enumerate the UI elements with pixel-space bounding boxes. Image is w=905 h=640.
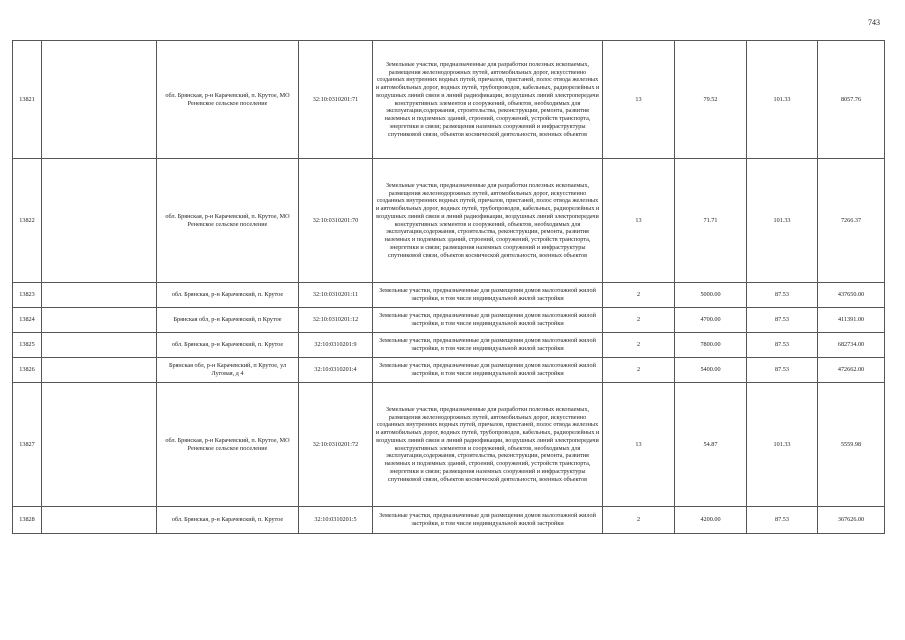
purpose-code-cell: 2 bbox=[603, 358, 675, 383]
rate-cell: 87.53 bbox=[747, 283, 818, 308]
cadastral-number-cell: 32:10:0310201:5 bbox=[299, 507, 373, 534]
cadastral-value-cell: 472662.00 bbox=[818, 358, 885, 383]
table-row bbox=[13, 383, 885, 507]
cadastral-value-cell: 437650.00 bbox=[818, 283, 885, 308]
cadastral-number-cell: 32:10:0310201:11 bbox=[299, 283, 373, 308]
cadastral-number-cell: 32:10:0310201:9 bbox=[299, 333, 373, 358]
row-number: 13827 bbox=[13, 383, 42, 507]
table-row bbox=[13, 507, 885, 534]
empty-cell bbox=[42, 283, 157, 308]
address-cell: обл. Брянская, р-н Карачевский, п. Крутое, МО Реневское сельское поселение bbox=[157, 41, 299, 159]
land-purpose-cell: Земельные участки, предназначенные для размещения домов малоэтажной жилой застройки, в том числе индивидуальной жилой застройки bbox=[373, 333, 603, 358]
row-number: 13823 bbox=[13, 283, 42, 308]
address-cell: Брянская обл, р-н Карачевский, п Крутое, ул Луговая, д 4 bbox=[157, 358, 299, 383]
land-purpose-cell: Земельные участки, предназначенные для разработки полезных ископаемых, размещения железнодорожных путей, автомобильных дорог, искусственно созданных внутренних водных путей, причалов, пристаней, полос отвода железных и автомобильных дорог, водных путей, трубопроводов, кабельных, радиорелейных и воздушных линий связи и линий радиофикации, воздушных линий электропередачи конструктивных элементов и сооружений, объектов, необходимых для эксплуатации,содержания, строительства, реконструкции, ремонта, развития наземных и подземных зданий, строений, сооружений, устройств транспорта, энергетики и связи; размещения наземных сооружений и инфраструктуры спутниковой связи, объектов космической деятельности, военных объектов bbox=[373, 383, 603, 507]
rate-cell: 87.53 bbox=[747, 507, 818, 534]
area-cell: 79.52 bbox=[675, 41, 747, 159]
area-cell: 54.87 bbox=[675, 383, 747, 507]
land-purpose-cell: Земельные участки, предназначенные для разработки полезных ископаемых, размещения железнодорожных путей, автомобильных дорог, искусственно созданных внутренних водных путей, причалов, пристаней, полос отвода железных и автомобильных дорог, водных путей, трубопроводов, кабельных, радиорелейных и воздушных линий связи и линий радиофикации, воздушных линий электропередачи конструктивных элементов и сооружений, объектов, необходимых для эксплуатации,содержания, строительства, реконструкции, ремонта, развития наземных и подземных зданий, строений, сооружений, устройств транспорта, энергетики и связи; размещения наземных сооружений и инфраструктуры спутниковой связи, объектов космической деятельности, военных объектов bbox=[373, 41, 603, 159]
table-row bbox=[13, 333, 885, 358]
land-purpose-cell: Земельные участки, предназначенные для размещения домов малоэтажной жилой застройки, в том числе индивидуальной жилой застройки bbox=[373, 283, 603, 308]
purpose-code-cell: 2 bbox=[603, 333, 675, 358]
land-purpose-cell: Земельные участки, предназначенные для размещения домов малоэтажной жилой застройки, в том числе индивидуальной жилой застройки bbox=[373, 308, 603, 333]
row-number: 13826 bbox=[13, 358, 42, 383]
cadastral-value-cell: 411391.00 bbox=[818, 308, 885, 333]
cadastral-number-cell: 32:10:0310201:4 bbox=[299, 358, 373, 383]
purpose-code-cell: 2 bbox=[603, 308, 675, 333]
area-cell: 7800.00 bbox=[675, 333, 747, 358]
land-purpose-cell: Земельные участки, предназначенные для размещения домов малоэтажной жилой застройки, в том числе индивидуальной жилой застройки bbox=[373, 507, 603, 534]
cadastral-number-cell: 32:10:0310201:71 bbox=[299, 41, 373, 159]
page-number: 743 bbox=[868, 18, 880, 27]
table-row bbox=[13, 41, 885, 159]
address-cell: обл. Брянская, р-н Карачевский, п. Крутое bbox=[157, 333, 299, 358]
rate-cell: 87.53 bbox=[747, 308, 818, 333]
purpose-code-cell: 13 bbox=[603, 41, 675, 159]
area-cell: 4200.00 bbox=[675, 507, 747, 534]
empty-cell bbox=[42, 383, 157, 507]
area-cell: 71.71 bbox=[675, 159, 747, 283]
cadastral-value-cell: 682734.00 bbox=[818, 333, 885, 358]
table-row bbox=[13, 358, 885, 383]
table-row bbox=[13, 159, 885, 283]
row-number: 13822 bbox=[13, 159, 42, 283]
cadastral-value-cell: 7266.37 bbox=[818, 159, 885, 283]
empty-cell bbox=[42, 333, 157, 358]
cadastral-number-cell: 32:10:0310201:70 bbox=[299, 159, 373, 283]
address-cell: обл. Брянская, р-н Карачевский, п. Крутое, МО Реневское сельское поселение bbox=[157, 159, 299, 283]
row-number: 13821 bbox=[13, 41, 42, 159]
table-row bbox=[13, 308, 885, 333]
empty-cell bbox=[42, 308, 157, 333]
purpose-code-cell: 2 bbox=[603, 283, 675, 308]
address-cell: обл. Брянская, р-н Карачевский, п. Крутое, МО Реневское сельское поселение bbox=[157, 383, 299, 507]
rate-cell: 87.53 bbox=[747, 358, 818, 383]
rate-cell: 101.33 bbox=[747, 41, 818, 159]
empty-cell bbox=[42, 159, 157, 283]
area-cell: 5000.00 bbox=[675, 283, 747, 308]
purpose-code-cell: 13 bbox=[603, 383, 675, 507]
row-number: 13824 bbox=[13, 308, 42, 333]
table-row bbox=[13, 283, 885, 308]
row-number: 13828 bbox=[13, 507, 42, 534]
area-cell: 5400.00 bbox=[675, 358, 747, 383]
cadastral-value-cell: 8057.76 bbox=[818, 41, 885, 159]
purpose-code-cell: 13 bbox=[603, 159, 675, 283]
land-purpose-cell: Земельные участки, предназначенные для разработки полезных ископаемых, размещения железнодорожных путей, автомобильных дорог, искусственно созданных внутренних водных путей, причалов, пристаней, полос отвода железных и автомобильных дорог, водных путей, трубопроводов, кабельных, радиорелейных и воздушных линий связи и линий радиофикации, воздушных линий электропередачи конструктивных элементов и сооружений, объектов, необходимых для эксплуатации,содержания, строительства, реконструкции, ремонта, развития наземных и подземных зданий, строений, сооружений, устройств транспорта, энергетики и связи; размещения наземных сооружений и инфраструктуры спутниковой связи, объектов космической деятельности, военных объектов bbox=[373, 159, 603, 283]
cadastral-number-cell: 32:10:0310201:12 bbox=[299, 308, 373, 333]
address-cell: Брянская обл, р-н Карачевский, п Крутое bbox=[157, 308, 299, 333]
cadastral-value-cell: 367626.00 bbox=[818, 507, 885, 534]
cadastral-value-cell: 5559.98 bbox=[818, 383, 885, 507]
cadastral-number-cell: 32:10:0310201:72 bbox=[299, 383, 373, 507]
purpose-code-cell: 2 bbox=[603, 507, 675, 534]
rate-cell: 101.33 bbox=[747, 383, 818, 507]
empty-cell bbox=[42, 507, 157, 534]
row-number: 13825 bbox=[13, 333, 42, 358]
empty-cell bbox=[42, 358, 157, 383]
area-cell: 4700.00 bbox=[675, 308, 747, 333]
address-cell: обл. Брянская, р-н Карачевский, п. Крутое bbox=[157, 283, 299, 308]
empty-cell bbox=[42, 41, 157, 159]
land-purpose-cell: Земельные участки, предназначенные для размещения домов малоэтажной жилой застройки, в том числе индивидуальной жилой застройки bbox=[373, 358, 603, 383]
address-cell: обл. Брянская, р-н Карачевский, п. Крутое bbox=[157, 507, 299, 534]
rate-cell: 87.53 bbox=[747, 333, 818, 358]
rate-cell: 101.33 bbox=[747, 159, 818, 283]
land-register-table bbox=[12, 40, 885, 534]
